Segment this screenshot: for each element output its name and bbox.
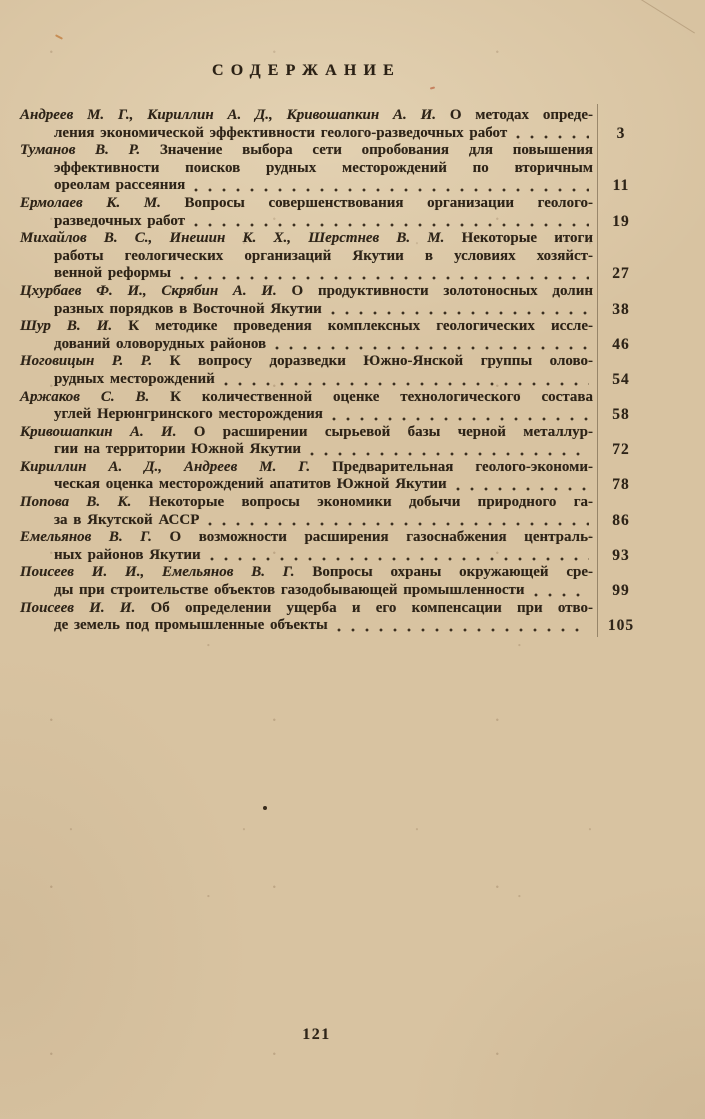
entry-line [20,371,593,389]
toc-entry [20,195,645,230]
entry-first-text: К количественной оценке технологического состава [170,388,593,405]
entry-line [20,125,593,143]
entry-line [20,195,593,213]
entry-line [20,160,593,178]
entry-body [20,318,593,353]
entry-line-text: ческая оценка месторождений апатитов Южной Якутии [54,476,447,493]
entry-first-text: О методах опреде- [449,107,593,123]
paper-fiber [430,86,435,89]
entry-page-number: 46 [612,335,630,353]
entry-line [20,301,593,319]
entry-authors: Андреев М. Г., Кириллин А. Д., Кривошапкин А. И. [20,107,437,123]
entry-line [20,476,593,494]
dot-leader [337,628,589,632]
entry-body [20,353,593,388]
entry-line-text: разведочных работ [54,212,186,229]
entry-authors: Кривошапкин А. И. [20,423,177,440]
entry-first-text: О расширении сырьевой базы черной металлур- [193,423,593,440]
entry-line-text: рудных месторождений [54,370,215,387]
entry-first-text: Об определении ущерба и его компенсации при отво- [150,599,594,616]
entry-authors: Ноговицын Р. Р. [20,353,153,370]
entry-body [20,459,593,494]
entry-body [20,600,593,635]
entry-first-text: Вопросы охраны окружающей сре- [312,564,593,581]
toc-entry [20,353,645,388]
entry-authors: Туманов В. Р. [20,142,141,159]
page-number-folio: 121 [302,1026,331,1043]
dot-leader [194,223,589,227]
toc-entry [20,107,645,142]
entry-page-number: 38 [612,300,630,318]
toc-entries [20,107,645,635]
entry-line [20,494,593,512]
entry-line [20,424,593,442]
dot-leader [194,188,589,192]
entry-line [20,265,593,283]
entry-line [20,512,593,530]
entry-authors: Емельянов В. Г. [20,529,152,546]
entry-line-text: разных порядков в Восточной Якутии [54,300,322,317]
entry-authors: Поисеев И. И., Емельянов В. Г. [20,564,295,581]
entry-line [20,230,593,248]
toc-entry [20,459,645,494]
entry-page-number: 78 [612,476,630,494]
dot-leader [516,135,589,139]
entry-body [20,230,593,283]
entry-line-text: ды при строительстве объектов газодобывающей промышленности [54,582,525,599]
toc-entry [20,564,645,599]
entry-line-text: за в Якутской АССР [54,511,200,528]
dot-leader [275,346,589,350]
entry-line-text: ления экономической эффективности геолого-разведочных работ [54,124,508,141]
entry-page-number: 93 [612,546,630,564]
entry-first-text: К методике проведения комплексных геологических иссле- [128,318,593,335]
entry-authors: Ермолаев К. М. [20,194,161,211]
entry-line [20,336,593,354]
entry-page-number: 86 [612,511,630,529]
entry-line-text: работы геологических организаций Якутии в условиях хозяйст- [54,247,593,264]
entry-line [20,107,593,125]
entry-page-number: 105 [607,617,635,635]
entry-authors: Цхурбаев Ф. И., Скрябин А. И. [20,282,277,299]
toc-entry [20,230,645,283]
entry-body [20,494,593,529]
entry-first-text: К вопросу доразведки Южно-Янской группы олово- [169,353,593,370]
dot-leader [534,593,589,597]
entry-first-text: Значение выбора сети опробования для повышения [159,142,593,159]
toc-entry [20,424,645,459]
entry-page-number: 99 [612,582,630,600]
dot-leader [332,417,589,421]
entry-body [20,195,593,230]
entry-first-text: Предварительная геолого-экономи- [332,458,593,475]
entry-page-number: 19 [612,212,630,230]
dot-leader [224,382,589,386]
entry-first-text: Вопросы совершенствования организации геолого- [184,194,593,211]
toc-entry [20,529,645,564]
entry-authors: Михайлов В. С., Инешин К. Х., Шерстнев В. М. [20,230,445,247]
entry-line-text: дований оловорудных районов [54,335,267,352]
entry-line [20,283,593,301]
entry-line-text: эффективности поисков рудных месторождений по вторичным [54,159,593,176]
entry-body [20,564,593,599]
entry-line [20,441,593,459]
entry-line [20,177,593,195]
entry-line [20,617,593,635]
entry-authors: Поисеев И. И. [20,599,136,616]
dot-leader [310,452,589,456]
entry-line-text: венной реформы [54,265,172,282]
entry-line [20,582,593,600]
entry-authors: Аржаков С. В. [20,388,150,405]
entry-page-number: 27 [612,265,630,283]
entry-body [20,142,593,195]
dot-leader [208,522,589,526]
entry-body [20,107,593,142]
entry-line-text: ных районов Якутии [54,546,201,563]
paper-scratch [635,0,695,33]
toc-entry [20,389,645,424]
entry-first-text: О продуктивности золотоносных долин [291,282,594,299]
entry-body [20,283,593,318]
entry-line [20,406,593,424]
paper-fiber [55,34,63,40]
entry-line [20,600,593,618]
entry-line [20,529,593,547]
entry-first-text: О возможности расширения газоснабжения централь- [169,529,593,546]
entry-line-text: углей Нерюнгринского месторождения [54,406,323,423]
entry-line [20,389,593,407]
entry-first-text: Некоторые вопросы экономики добычи природного га- [148,494,594,511]
entry-line [20,353,593,371]
dot-leader [456,487,589,491]
entry-line [20,318,593,336]
entry-first-text: Некоторые итоги [461,230,593,247]
page-title: СОДЕРЖАНИЕ [211,62,402,79]
entry-line [20,142,593,160]
dot-leader [210,557,589,561]
toc-entry [20,283,645,318]
entry-page-number: 58 [612,406,630,424]
entry-line [20,459,593,477]
toc-entry [20,600,645,635]
entry-page-number: 54 [612,370,630,388]
entry-authors: Кириллин А. Д., Андреев М. Г. [20,458,311,475]
entry-line [20,547,593,565]
entry-line-text: гии на территории Южной Якутии [54,441,302,458]
toc-entry [20,318,645,353]
dot-leader [180,276,589,280]
entry-body [20,529,593,564]
ink-speck [263,806,267,810]
entry-line [20,213,593,231]
entry-authors: Шур В. И. [20,318,113,335]
toc-entry [20,142,645,195]
entry-page-number: 11 [612,177,630,195]
entry-body [20,389,593,424]
entry-line-text: ореолам рассеяния [54,177,186,194]
entry-line [20,564,593,582]
entry-line [20,248,593,266]
entry-line-text: де земель под промышленные объекты [54,617,328,634]
entry-body [20,424,593,459]
entry-page-number: 3 [616,124,626,142]
entry-page-number: 72 [612,441,630,459]
entry-authors: Попова В. К. [20,494,132,511]
toc-entry [20,494,645,529]
dot-leader [331,311,589,315]
